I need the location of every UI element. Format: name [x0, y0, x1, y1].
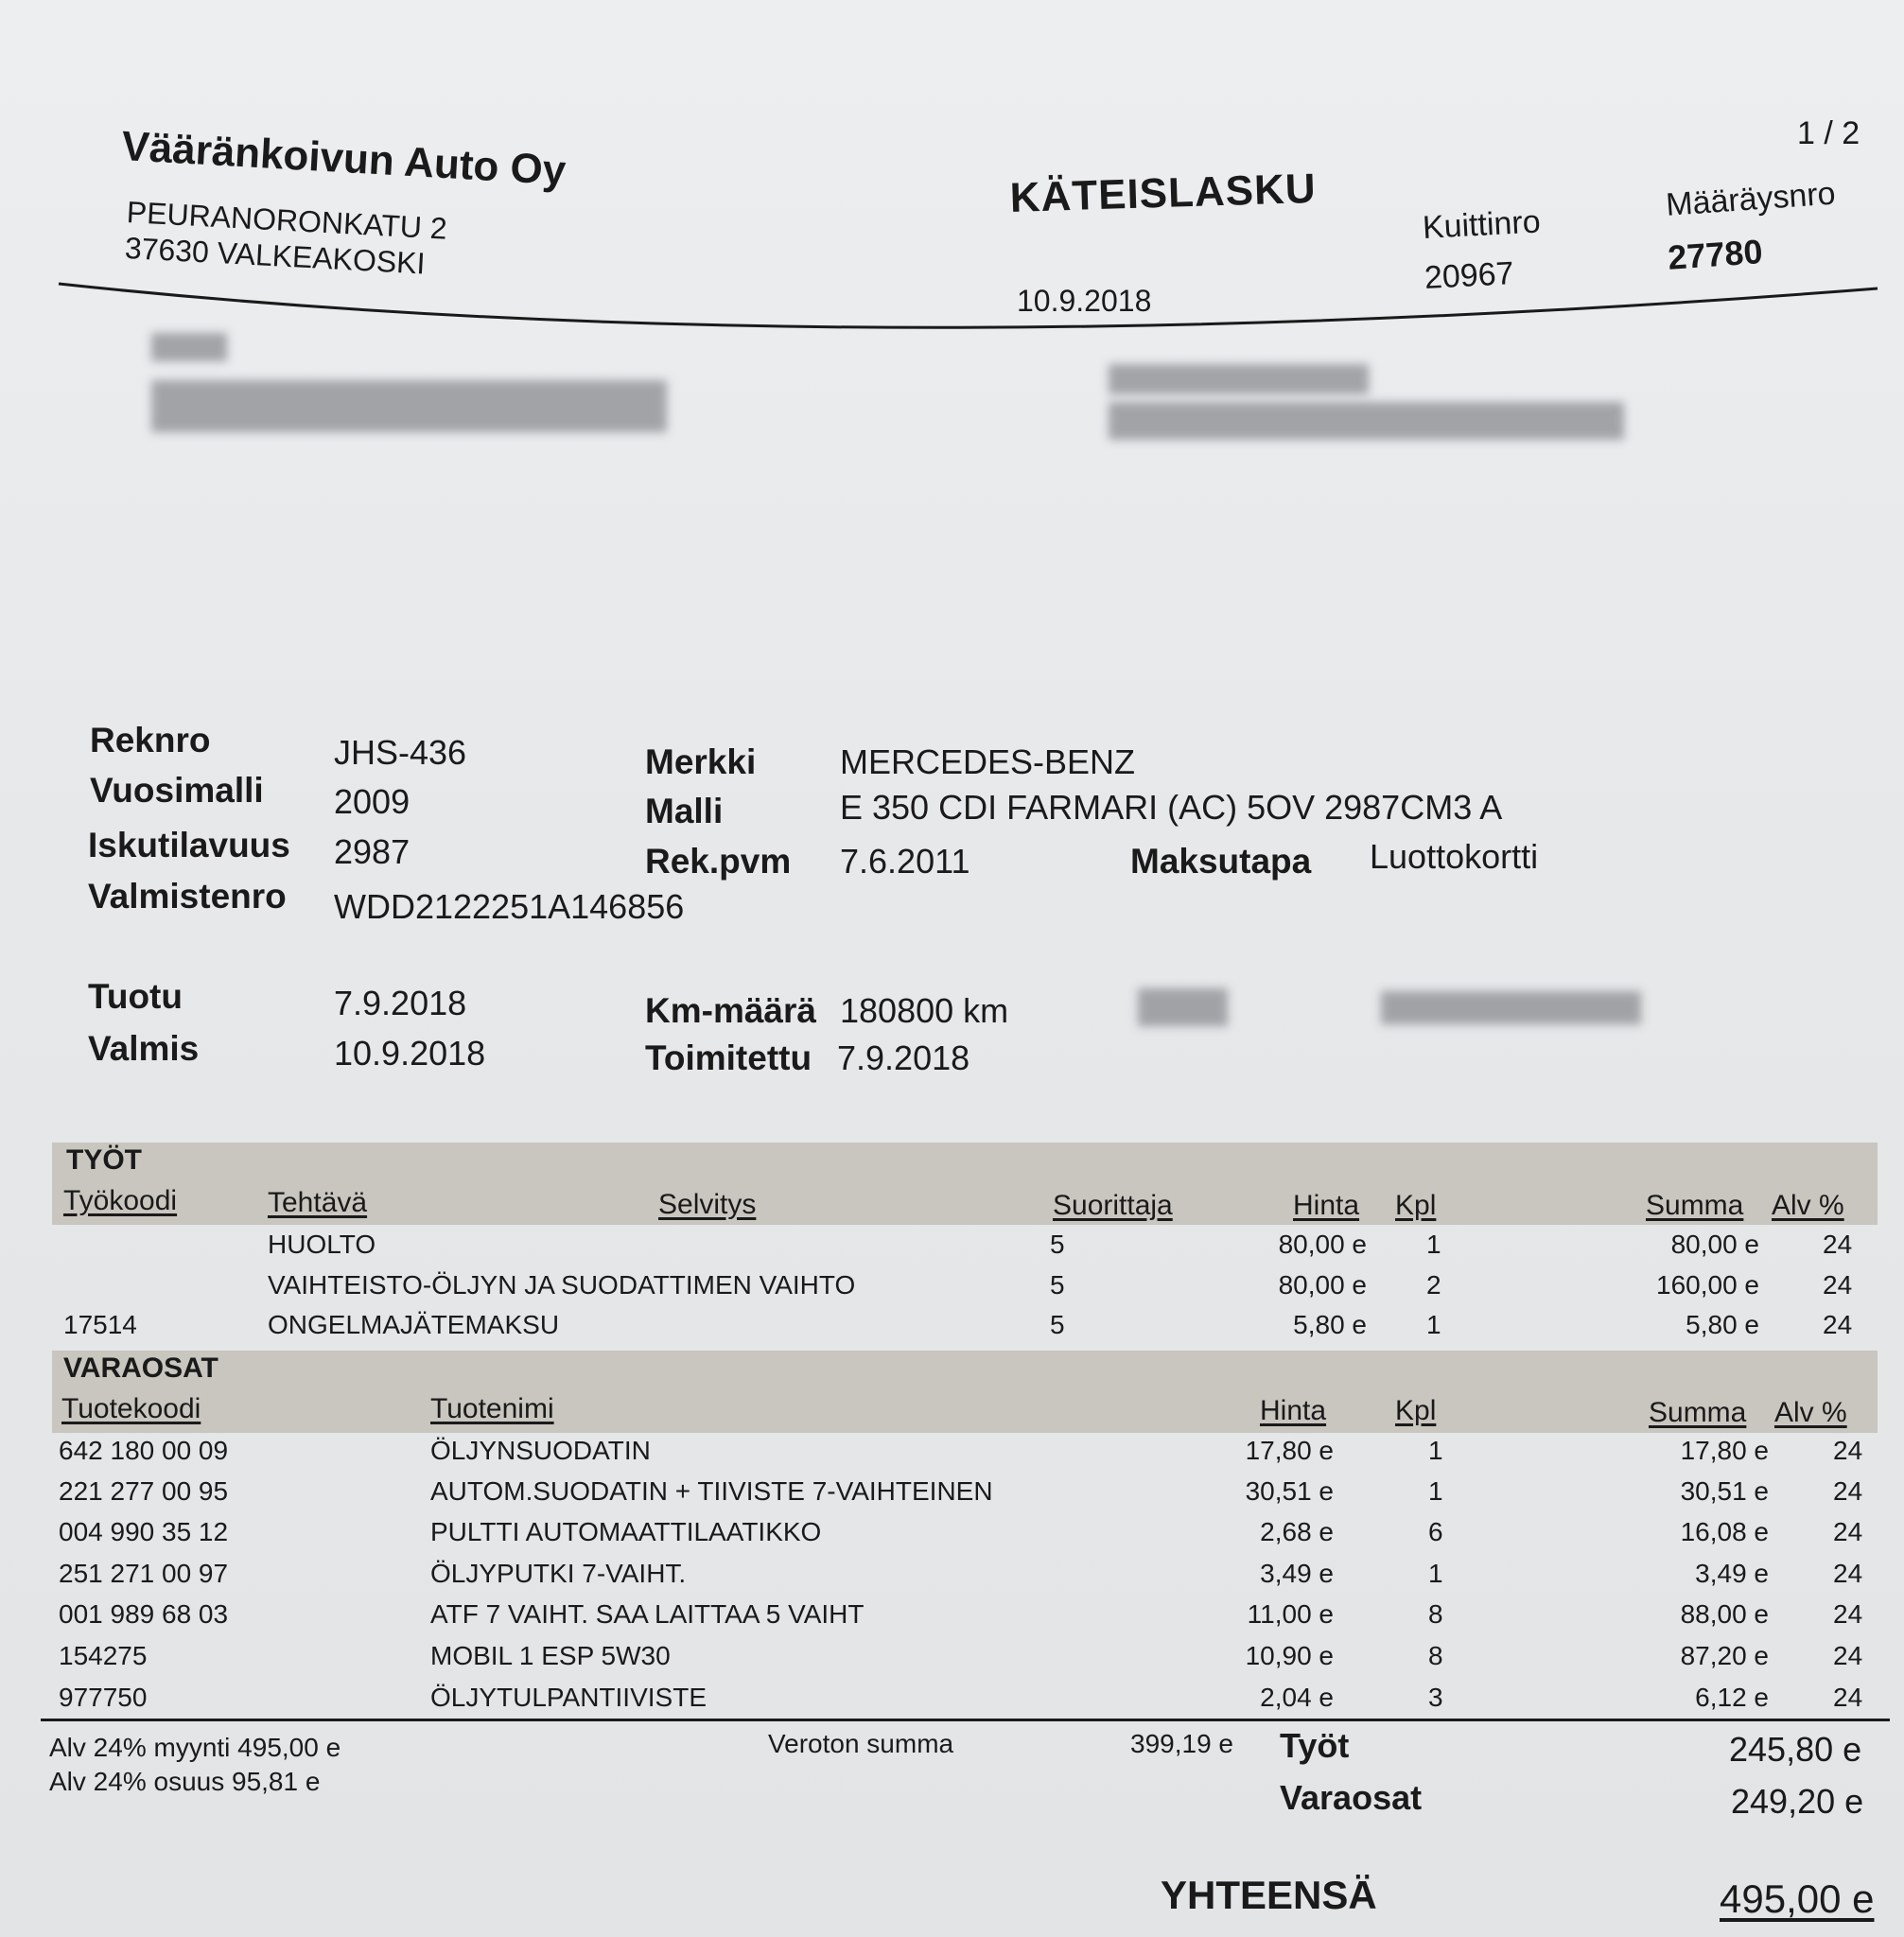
iskutilavuus-value: 2987	[334, 832, 410, 871]
row-code: 17514	[63, 1310, 137, 1339]
row-name: ATF 7 VAIHT. SAA LAITTAA 5 VAIHT	[430, 1599, 865, 1629]
col-tuotekoodi: Tuotekoodi	[61, 1393, 201, 1424]
redacted-block	[1381, 991, 1641, 1024]
grand-total-value: 495,00 e	[1720, 1876, 1875, 1921]
grand-total-label: YHTEENSÄ	[1161, 1873, 1377, 1917]
row-vat: 24	[1823, 1270, 1853, 1300]
row-name: ÖLJYTULPANTIIVISTE	[430, 1683, 707, 1712]
row-price: 3,49 e	[1260, 1559, 1334, 1588]
maksutapa-value: Luottokortti	[1370, 837, 1539, 876]
row-price: 80,00 e	[1278, 1270, 1367, 1300]
redacted-block	[1109, 364, 1369, 394]
row-sum: 17,80 e	[1680, 1436, 1769, 1465]
tyot-total-label: Työt	[1280, 1726, 1350, 1765]
tuotu-label: Tuotu	[88, 977, 183, 1016]
receipt-number-label: Kuittinro	[1422, 203, 1542, 246]
km-label: Km-määrä	[645, 991, 816, 1030]
row-vat: 24	[1823, 1230, 1853, 1259]
tyot-total-value: 245,80 e	[1729, 1730, 1862, 1769]
row-price: 2,04 e	[1260, 1683, 1334, 1712]
address-line-1: PEURANORONKATU 2	[126, 194, 448, 246]
merkki-label: Merkki	[645, 742, 757, 781]
document-title: KÄTEISLASKU	[1009, 165, 1318, 221]
row-code: 004 990 35 12	[59, 1517, 229, 1546]
valmistenro-value: WDD2122251A146856	[334, 887, 685, 926]
row-sum: 6,12 e	[1695, 1683, 1769, 1712]
row-price: 10,90 e	[1245, 1641, 1334, 1670]
page-number: 1 / 2	[1797, 115, 1860, 151]
receipt-number: 20967	[1424, 255, 1515, 296]
row-qty: 1	[1428, 1476, 1443, 1506]
row-performer: 5	[1050, 1270, 1065, 1300]
row-sum: 80,00 e	[1670, 1230, 1759, 1259]
row-sum: 88,00 e	[1680, 1599, 1769, 1629]
row-task: VAIHTEISTO-ÖLJYN JA SUODATTIMEN VAIHTO	[268, 1270, 856, 1300]
address-line-2: 37630 VALKEAKOSKI	[124, 230, 427, 281]
malli-value: E 350 CDI FARMARI (AC) 5OV 2987CM3 A	[840, 788, 1503, 827]
col-tuotenimi: Tuotenimi	[430, 1393, 554, 1424]
toimitettu-label: Toimitettu	[645, 1038, 812, 1077]
col-selvitys: Selvitys	[658, 1189, 757, 1220]
row-name: PULTTI AUTOMAATTILAATIKKO	[430, 1517, 822, 1546]
tyot-section-title: TYÖT	[66, 1144, 142, 1176]
row-vat: 24	[1833, 1436, 1863, 1465]
row-price: 17,80 e	[1245, 1436, 1334, 1465]
header-rule	[0, 0, 1904, 359]
row-task: HUOLTO	[268, 1230, 376, 1259]
order-number: 27780	[1667, 232, 1764, 277]
reknro-label: Reknro	[90, 721, 211, 759]
col-tehtava: Tehtävä	[268, 1187, 368, 1218]
valmistenro-label: Valmistenro	[88, 877, 287, 916]
row-code: 001 989 68 03	[59, 1599, 229, 1629]
tuotu-value: 7.9.2018	[334, 984, 467, 1022]
row-vat: 24	[1833, 1517, 1863, 1546]
col-alv: Alv %	[1772, 1190, 1844, 1221]
row-performer: 5	[1050, 1230, 1065, 1259]
km-value: 180800 km	[840, 991, 1009, 1030]
company-name: Vääränkoivun Auto Oy	[120, 123, 568, 195]
totals-rule	[41, 1719, 1890, 1721]
varaosat-total-value: 249,20 e	[1731, 1782, 1864, 1821]
row-performer: 5	[1050, 1310, 1065, 1339]
row-sum: 3,49 e	[1695, 1559, 1769, 1588]
row-code: 221 277 00 95	[59, 1476, 229, 1506]
col-hinta: Hinta	[1293, 1190, 1360, 1221]
row-vat: 24	[1833, 1641, 1863, 1670]
col-alv-parts: Alv %	[1774, 1397, 1847, 1428]
row-vat: 24	[1833, 1476, 1863, 1506]
redacted-block	[151, 333, 227, 361]
veroton-value: 399,19 e	[1130, 1729, 1233, 1758]
row-qty: 1	[1426, 1310, 1441, 1339]
merkki-value: MERCEDES-BENZ	[840, 742, 1136, 781]
row-qty: 2	[1426, 1270, 1441, 1300]
order-number-label: Määräysnro	[1665, 175, 1837, 223]
row-price: 30,51 e	[1245, 1476, 1334, 1506]
varaosat-header-band	[52, 1351, 1878, 1433]
vuosimalli-label: Vuosimalli	[90, 771, 264, 810]
row-price: 80,00 e	[1278, 1230, 1367, 1259]
col-tyokoodi: Työkoodi	[63, 1185, 178, 1216]
row-vat: 24	[1833, 1559, 1863, 1588]
varaosat-total-label: Varaosat	[1280, 1778, 1423, 1817]
col-summa: Summa	[1646, 1190, 1744, 1221]
row-name: ÖLJYPUTKI 7-VAIHT.	[430, 1559, 687, 1588]
row-sum: 5,80 e	[1686, 1310, 1759, 1339]
row-vat: 24	[1823, 1310, 1853, 1339]
row-vat: 24	[1833, 1599, 1863, 1629]
valmis-label: Valmis	[88, 1029, 200, 1068]
row-price: 5,80 e	[1293, 1310, 1367, 1339]
maksutapa-label: Maksutapa	[1130, 842, 1312, 881]
row-qty: 1	[1428, 1559, 1443, 1588]
row-code: 977750	[59, 1683, 148, 1712]
malli-label: Malli	[645, 792, 724, 830]
vuosimalli-value: 2009	[334, 782, 410, 821]
row-vat: 24	[1833, 1683, 1863, 1712]
row-price: 2,68 e	[1260, 1517, 1334, 1546]
row-name: MOBIL 1 ESP 5W30	[430, 1641, 671, 1670]
row-qty: 1	[1428, 1436, 1443, 1465]
row-price: 11,00 e	[1247, 1599, 1334, 1629]
alv-myynti: Alv 24% myynti 495,00 e	[49, 1733, 341, 1762]
row-code: 154275	[59, 1641, 148, 1670]
varaosat-section-title: VARAOSAT	[63, 1352, 218, 1384]
valmis-value: 10.9.2018	[334, 1034, 486, 1073]
redacted-block	[1138, 988, 1228, 1026]
redacted-block	[1109, 402, 1624, 440]
col-suorittaja: Suorittaja	[1053, 1190, 1173, 1221]
row-name: ÖLJYNSUODATIN	[430, 1436, 651, 1465]
col-kpl: Kpl	[1395, 1190, 1437, 1221]
row-code: 251 271 00 97	[59, 1559, 229, 1588]
col-hinta-parts: Hinta	[1260, 1395, 1327, 1426]
row-sum: 16,08 e	[1680, 1517, 1769, 1546]
veroton-label: Veroton summa	[768, 1729, 954, 1758]
col-kpl-parts: Kpl	[1395, 1395, 1437, 1426]
rekpvm-value: 7.6.2011	[840, 842, 970, 881]
redacted-block	[151, 380, 667, 432]
row-task: ONGELMAJÄTEMAKSU	[268, 1310, 560, 1339]
row-name: AUTOM.SUODATIN + TIIVISTE 7-VAIHTEINEN	[430, 1476, 993, 1506]
row-qty: 6	[1428, 1517, 1443, 1546]
row-code: 642 180 00 09	[59, 1436, 229, 1465]
reknro-value: JHS-436	[334, 733, 467, 772]
row-qty: 8	[1428, 1599, 1443, 1629]
row-qty: 1	[1426, 1230, 1441, 1259]
row-qty: 8	[1428, 1641, 1443, 1670]
row-sum: 30,51 e	[1680, 1476, 1769, 1506]
col-summa-parts: Summa	[1649, 1397, 1747, 1428]
row-qty: 3	[1428, 1683, 1443, 1712]
alv-osuus: Alv 24% osuus 95,81 e	[49, 1767, 321, 1796]
document-date: 10.9.2018	[1017, 284, 1152, 318]
row-sum: 160,00 e	[1656, 1270, 1759, 1300]
rekpvm-label: Rek.pvm	[645, 842, 792, 881]
row-sum: 87,20 e	[1680, 1641, 1769, 1670]
iskutilavuus-label: Iskutilavuus	[88, 826, 290, 864]
toimitettu-value: 7.9.2018	[837, 1038, 970, 1077]
